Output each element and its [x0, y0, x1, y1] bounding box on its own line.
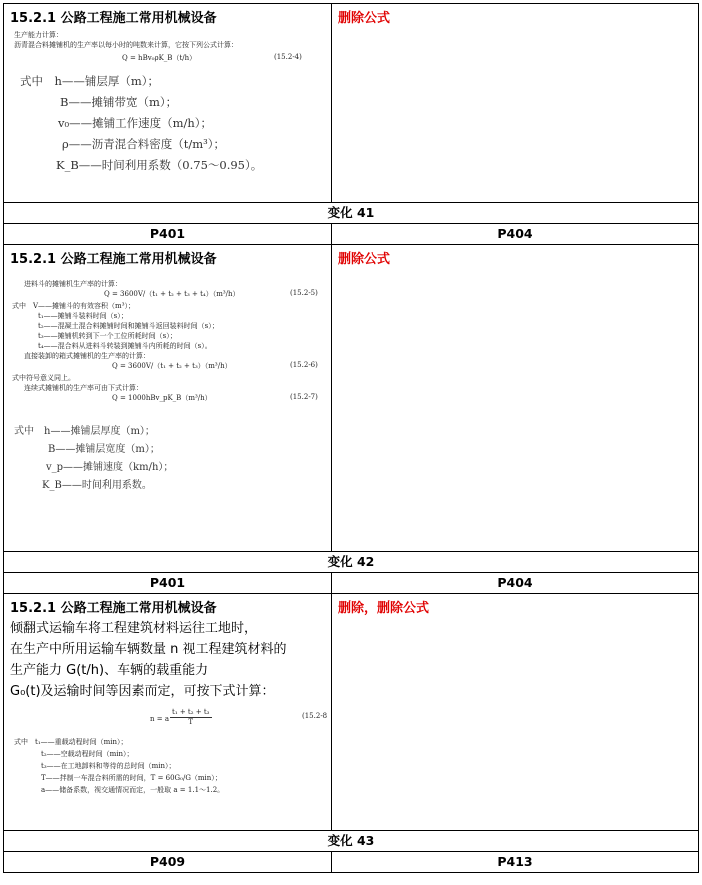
fraction-denominator: T — [188, 718, 194, 726]
variable-line: v₀——摊铺工作速度（m/h）； — [58, 116, 213, 130]
variable-line: 式中 t₁——重载动程时间（min）； — [14, 738, 128, 746]
variable-line: 式中 h——铺层厚（m）； — [20, 74, 160, 88]
content-cell-42 — [4, 245, 332, 552]
variable-line: 式中 h——摊铺层厚度（m）； — [14, 426, 155, 437]
page-old-43: P409 — [4, 852, 332, 873]
small-line: 沥青混合料摊铺机的生产率以每小时的吨数来计算，它按下列公式计算： — [14, 41, 238, 49]
change-note: 删除公式 — [338, 11, 391, 26]
variable-list — [4, 736, 331, 796]
change-label-43: 变化 43 — [4, 831, 699, 852]
variable-line: t₃——摊铺机转到下一个工位所耗时间（s）； — [38, 332, 177, 340]
formula-number: (15.2-8 — [302, 712, 328, 720]
variable-line: t₁——摊铺斗装料时间（s）； — [38, 312, 128, 320]
variable-line: a——储备系数，视交通情况而定，一般取 a = 1.1～1.2。 — [41, 786, 225, 794]
fraction-numerator: t₁ + t₂ + t₃ — [172, 708, 210, 716]
change-cell-42 — [332, 245, 699, 552]
content-cell-41 — [4, 4, 332, 203]
variable-list — [4, 71, 331, 176]
paragraph-line: 在生产中所用运输车辆数量 n 视工程建筑材料的 — [10, 642, 287, 657]
change-label-41: 变化 41 — [4, 203, 699, 224]
variable-line: B——摊铺带宽（m）； — [60, 95, 178, 109]
formula-lhs: n = a — [150, 715, 169, 723]
change-cell-43 — [332, 594, 699, 831]
formula-number: (15.2-4) — [274, 53, 302, 61]
change-cell-41 — [332, 4, 699, 203]
formula-15-2-5 — [4, 289, 331, 301]
page-new-43: P413 — [332, 852, 699, 873]
change-label-42: 变化 42 — [4, 552, 699, 573]
small-text-block — [4, 26, 331, 50]
intro-text: 直接装卸的箱式摊铺机的生产率的计算： — [24, 352, 150, 360]
variable-list — [4, 301, 331, 351]
variable-line: T——拌制一车混合料所需的时间，T = 60G₀/G（min）； — [41, 774, 222, 782]
paragraph-line: 倾翻式运输车将工程建筑材料运往工地时， — [10, 621, 258, 636]
formula-expr: Q = 3600V/（t₁ + t₂ + t₃）（m³/h） — [112, 362, 232, 370]
comparison-table — [3, 3, 699, 873]
formula-number: (15.2-6) — [290, 361, 318, 369]
formula-15-2-4 — [4, 53, 331, 65]
variable-line: t₂——混凝土混合料摊铺时间和摊铺斗返回装料时间（s）； — [38, 322, 219, 330]
intro-text: 连续式摊铺机的生产率可由下式计算： — [24, 384, 143, 392]
variable-line: 式中 V——摊铺斗的有效容积（m³）； — [12, 302, 135, 310]
formula-15-2-7 — [4, 393, 331, 405]
paragraph-line: 生产能力 G(t/h)、车辆的载重能力 — [10, 663, 209, 678]
section-title: 15.2.1 公路工程施工常用机械设备 — [10, 252, 217, 267]
formula-expr: Q = 3600V/（t₁ + t₂ + t₃ + t₄）（m³/h） — [104, 290, 240, 298]
variable-line: ρ——沥青混合料密度（t/m³）； — [62, 137, 226, 151]
formula-fraction — [170, 708, 212, 727]
paragraph-line: G₀(t)及运输时间等因素而定，可按下式计算： — [10, 684, 275, 699]
page-new-41: P404 — [332, 224, 699, 245]
formula-number: (15.2-5) — [290, 289, 318, 297]
section-title: 15.2.1 公路工程施工常用机械设备 — [10, 11, 217, 26]
small-line: 生产能力计算： — [14, 31, 63, 39]
page-old-42: P401 — [4, 573, 332, 594]
intro-text: 进料斗的摊铺机生产率的计算： — [24, 280, 122, 288]
formula-15-2-6 — [4, 361, 331, 373]
variable-line: B——摊铺层宽度（m）； — [48, 444, 160, 455]
change-note: 删除公式 — [338, 252, 391, 267]
variable-line: K_B——时间利用系数。 — [42, 480, 152, 491]
variable-line: K_B——时间利用系数（0.75～0.95）。 — [56, 158, 263, 172]
note-text: 式中符号意义同上。 — [12, 374, 75, 382]
variable-line: t₃——在工地卸料和等待的总时间（min）； — [41, 762, 176, 770]
change-note: 删除，删除公式 — [338, 601, 430, 616]
formula-expr: Q = 1000hBv_pK_B（m³/h） — [112, 394, 212, 402]
variable-line: t₄——混合料从进料斗转装到摊铺斗内所耗的时间（s）。 — [38, 342, 212, 350]
formula-number: (15.2-7) — [290, 393, 318, 401]
section-title: 15.2.1 公路工程施工常用机械设备 — [10, 601, 217, 616]
content-cell-43 — [4, 594, 332, 831]
page-old-41: P401 — [4, 224, 332, 245]
variable-line: t₂——空载动程时间（min）； — [41, 750, 134, 758]
formula-expr: Q = hBv₀ρK_B（t/h） — [122, 54, 197, 62]
paragraph — [4, 616, 331, 702]
formula-15-2-8 — [4, 708, 331, 734]
variable-list — [4, 423, 331, 495]
page-new-42: P404 — [332, 573, 699, 594]
variable-line: v_p——摊铺速度（km/h）； — [46, 462, 174, 473]
